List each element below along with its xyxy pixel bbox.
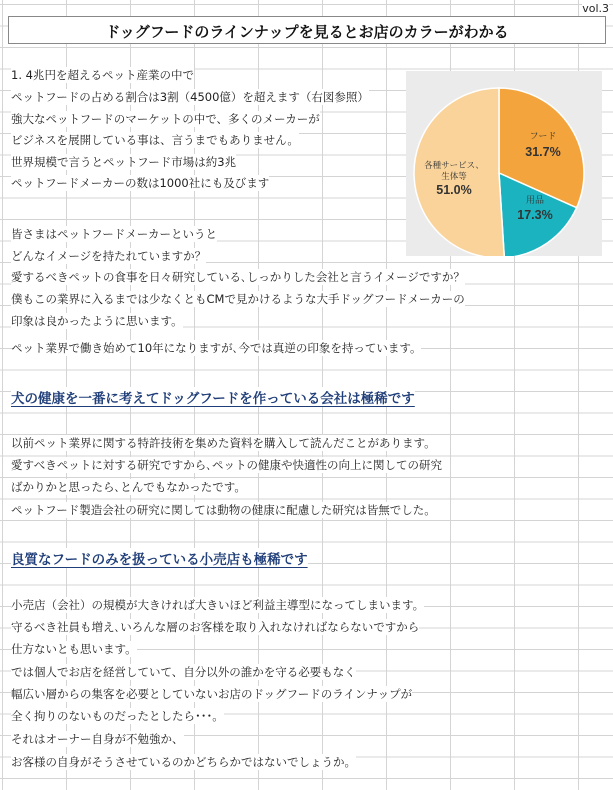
- body-line: 幅広い層からの集客を必要としていないお店のドッグフードのラインナップが: [11, 687, 413, 701]
- slice-label-goods: 用品: [525, 195, 545, 205]
- body-line: では個人でお店を経営していて、自分以外の誰かを守る必要もなく: [11, 665, 356, 679]
- slice-label-services-line1: 各種サービス、: [424, 160, 484, 170]
- body-line: 1. 4兆円を超えるペット産業の中で: [11, 68, 194, 82]
- volume-label: vol.3: [582, 2, 609, 15]
- body-line: それはオーナー自身が不勉強か、: [11, 732, 184, 746]
- body-line: ビジネスを展開している事は、言うまでもありません。: [11, 133, 299, 147]
- slice-value-services: 51.0%: [436, 183, 472, 197]
- section-heading-retail: 良質なフードのみを扱っている小売店も極稀です: [11, 548, 308, 568]
- body-line: 僕もこの業界に入るまでは少なくともCMで見かけるような大手ドッグフードメーカーの: [11, 292, 465, 306]
- page-title: ドッグフードのラインナップを見るとお店のカラーがわかる: [105, 23, 509, 41]
- body-line: 皆さまはペットフードメーカーというと: [11, 227, 217, 241]
- title-box: [8, 16, 606, 44]
- body-line: 世界規模で言うとペットフード市場は約3兆: [11, 155, 237, 169]
- body-line: 小売店（会社）の規模が大きければ大きいほど利益主導型になってしまいます。: [11, 598, 425, 612]
- pie-chart-panel: [406, 71, 602, 256]
- slice-value-goods: 17.3%: [517, 208, 553, 222]
- slice-value-food: 31.7%: [525, 145, 561, 159]
- body-line: ペットフード製造会社の研究に関しては動物の健康に配慮した研究は皆無でした。: [11, 503, 436, 517]
- body-line: ペットフードメーカーの数は1000社にも及びます: [11, 176, 270, 190]
- body-line: どんなイメージを持たれていますか？: [11, 249, 207, 263]
- body-line: ペットフードの占める割合は3割（4500億）を超えます（右図参照）: [11, 90, 369, 104]
- body-line: 全く拘りのないものだったとしたら･･･。: [11, 709, 224, 723]
- body-line: 愛すべきペットに対する研究ですから､ペットの健康や快適性の向上に関しての研究: [11, 458, 443, 472]
- section-heading-health: 犬の健康を一番に考えてドッグフードを作っている会社は極稀です: [11, 387, 415, 407]
- slice-label-services-line2: 生体等: [441, 171, 467, 181]
- slice-label-food: フード: [529, 131, 557, 141]
- body-line: お客様の自身がそうさせているのかどちらかではないでしょうか。: [11, 755, 356, 769]
- body-line: 印象は良かったように思います。: [11, 314, 183, 328]
- body-line: ペット業界で働き始めて10年になりますが､今では真逆の印象を持っています。: [11, 341, 422, 355]
- body-line: 以前ペット業界に関する特許技術を集めた資料を購入して読んだことがあります。: [11, 436, 436, 450]
- body-line: 強大なペットフードのマーケットの中で、多くのメーカーが: [11, 112, 320, 126]
- pie-chart: [406, 71, 602, 256]
- body-line: ばかりかと思ったら､とんでもなかったです。: [11, 480, 246, 494]
- body-line: 守るべき社員も増え､いろんな層のお客様を取り入れなければならないですから: [11, 620, 420, 634]
- body-line: 愛するべきペットの食事を日々研究している､しっかりした会社と言うイメージですか？: [11, 270, 465, 284]
- body-line: 仕方ないとも思います。: [11, 642, 137, 656]
